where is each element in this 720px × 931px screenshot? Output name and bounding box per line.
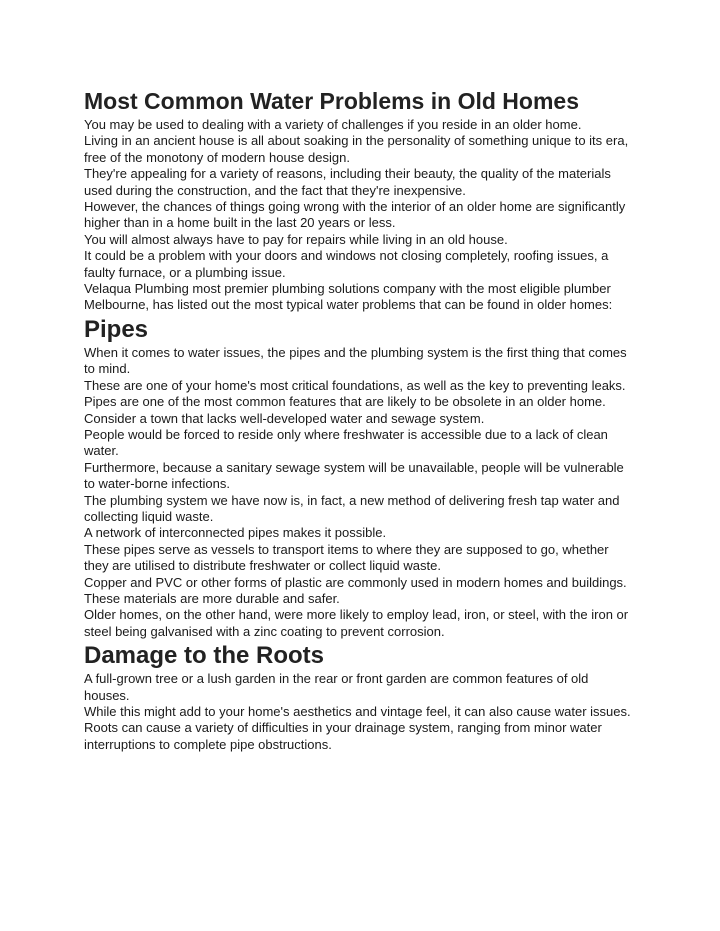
pipes-paragraph: Furthermore, because a sanitary sewage system will be unavailable, people will be vulnerable to water-borne infections. <box>84 459 624 492</box>
intro-paragraph: It could be a problem with your doors and windows not closing completely, roofing issues, a faulty furnace, or a plumbing issue. <box>84 248 609 280</box>
intro-paragraph: Living in an ancient house is all about soaking in the personality of something unique to its era, free of the monotony of modern house design. <box>84 133 629 165</box>
pipes-paragraph: A network of interconnected pipes makes it possible. <box>84 525 387 541</box>
pipes-paragraph: These are one of your home's most critical foundations, as well as the key to preventing leaks. <box>84 377 626 393</box>
intro-paragraph: They're appealing for a variety of reasons, including their beauty, the quality of the materials used during the construction, and the fact that they're inexpensive. <box>84 166 611 198</box>
page-title: Most Common Water Problems in Old Homes <box>84 88 579 114</box>
pipes-paragraph: When it comes to water issues, the pipes and the plumbing system is the first thing that comes to mind. <box>84 344 627 377</box>
pipes-paragraph: Copper and PVC or other forms of plastic are commonly used in modern homes and buildings. <box>84 574 627 590</box>
pipes-paragraph: These pipes serve as vessels to transport items to where they are supposed to go, whether they are utilised to distribute freshwater or collect liquid waste. <box>84 541 609 574</box>
section-heading-pipes: Pipes <box>84 315 149 343</box>
pipes-paragraph: These materials are more durable and safer. <box>84 590 340 606</box>
pipes-paragraph: Pipes are one of the most common features that are likely to be obsolete in an older home. <box>84 394 606 410</box>
document-page <box>84 86 636 753</box>
section-heading-roots: Damage to the Roots <box>84 642 325 670</box>
pipes-paragraph: Consider a town that lacks well-developed water and sewage system. <box>84 410 485 426</box>
roots-paragraph: A full-grown tree or a lush garden in the rear or front garden are common features of old houses. <box>84 671 589 703</box>
pipes-paragraph: People would be forced to reside only where freshwater is accessible due to a lack of clean water. <box>84 426 608 459</box>
roots-paragraph: Roots can cause a variety of difficulties in your drainage system, ranging from minor water interruptions to complete pipe obstructions. <box>84 720 602 752</box>
roots-paragraph: While this might add to your home's aesthetics and vintage feel, it can also cause water issues. <box>84 704 631 719</box>
intro-paragraph: You will almost always have to pay for repairs while living in an old house. <box>84 231 508 247</box>
pipes-paragraph: The plumbing system we have now is, in fact, a new method of delivering fresh tap water and collecting liquid waste. <box>84 492 620 524</box>
intro-paragraph: However, the chances of things going wrong with the interior of an older home are significantly higher than in a home built in the last 20 years or less. <box>84 199 626 231</box>
pipes-paragraph: Older homes, on the other hand, were more likely to employ lead, iron, or steel, with the iron or steel being galvanised with a zinc coating to prevent corrosion. <box>84 607 629 639</box>
intro-paragraph: Velaqua Plumbing most premier plumbing solutions company with the most eligible plumber Melbourne, has listed out the most typical water problems that can be found in older homes: <box>84 281 613 313</box>
intro-paragraph: You may be used to dealing with a variety of challenges if you reside in an older home. <box>84 117 582 132</box>
